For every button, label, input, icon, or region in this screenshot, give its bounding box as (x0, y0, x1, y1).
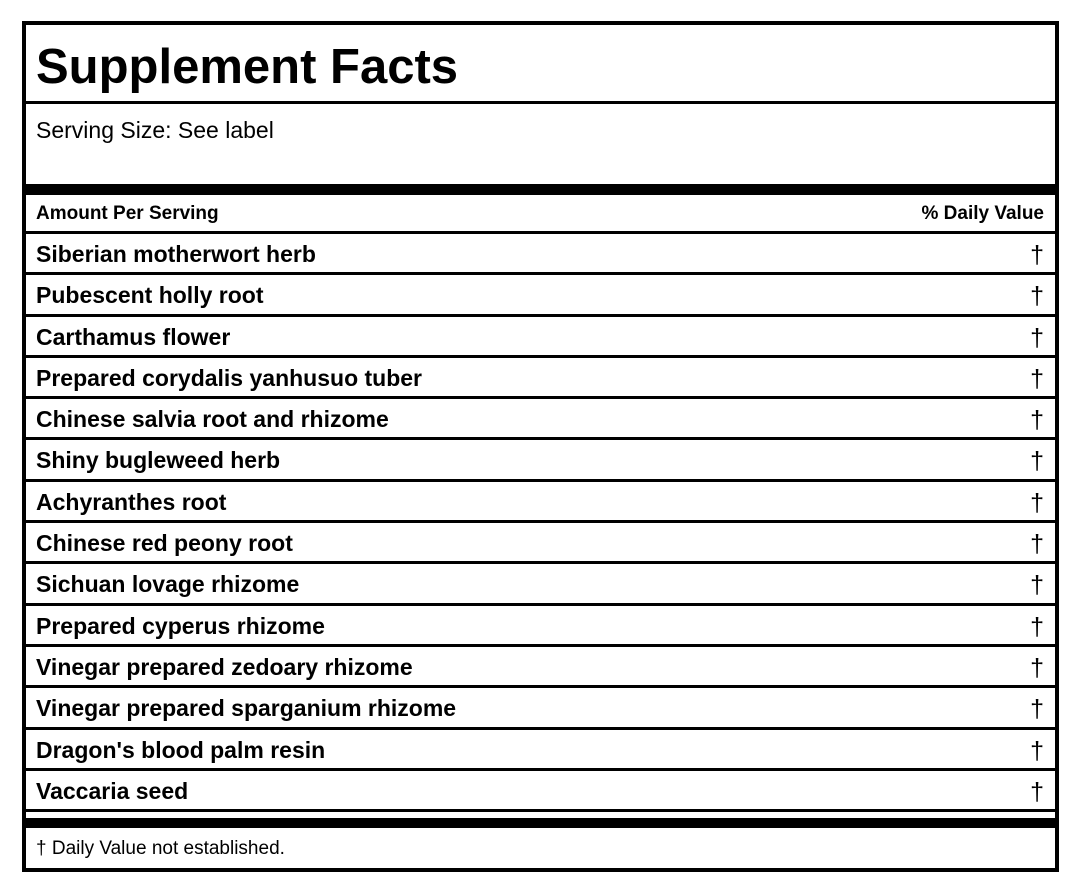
dagger-mark: † (1030, 736, 1044, 765)
ingredient-name: Vinegar prepared zedoary rhizome (36, 653, 413, 680)
dagger-mark: † (1030, 612, 1044, 641)
ingredient-name: Pubescent holly root (36, 282, 264, 309)
label-title: Supplement Facts (36, 40, 459, 94)
dagger-mark: † (1030, 447, 1044, 476)
ingredient-name: Vinegar prepared sparganium rhizome (36, 695, 457, 722)
dagger-mark: † (1030, 282, 1044, 311)
ingredient-row (26, 685, 1055, 726)
ingredient-row (26, 727, 1055, 768)
ingredient-row (26, 314, 1055, 355)
ingredient-name: Chinese salvia root and rhizome (36, 406, 389, 433)
thick-divider (26, 184, 1055, 195)
dagger-mark: † (1030, 323, 1044, 352)
dagger-mark: † (1030, 488, 1044, 517)
ingredient-row (26, 520, 1055, 561)
ingredient-name: Siberian motherwort herb (36, 241, 316, 267)
title-section (26, 25, 1055, 104)
dagger-mark: † (1030, 364, 1044, 393)
ingredient-row (26, 603, 1055, 644)
ingredient-name: Achyranthes root (36, 488, 227, 515)
ingredient-row (26, 396, 1055, 437)
ingredient-row (26, 479, 1055, 520)
footnote: † Daily Value not established. (36, 838, 285, 859)
ingredient-row (26, 561, 1055, 602)
dagger-mark: † (1030, 695, 1044, 724)
rows-end-divider (26, 809, 1055, 812)
ingredient-name: Vaccaria seed (36, 777, 189, 804)
serving-section (26, 104, 1055, 184)
dagger-mark: † (1030, 530, 1044, 559)
ingredient-name: Carthamus flower (36, 323, 231, 350)
dagger-mark: † (1030, 241, 1044, 269)
thick-divider-bottom (26, 818, 1055, 828)
ingredient-name: Chinese red peony root (36, 530, 293, 557)
ingredient-name: Dragon's blood palm resin (36, 736, 326, 763)
daily-value-header: % Daily Value (921, 203, 1044, 224)
dagger-mark: † (1030, 406, 1044, 435)
ingredient-row (26, 437, 1055, 478)
ingredient-name: Prepared corydalis yanhusuo tuber (36, 364, 423, 391)
ingredient-list (26, 231, 1055, 809)
ingredient-name: Shiny bugleweed herb (36, 447, 281, 474)
ingredient-row (26, 768, 1055, 809)
dagger-mark: † (1030, 777, 1044, 806)
ingredient-row (26, 355, 1055, 396)
dagger-mark: † (1030, 571, 1044, 600)
column-header (26, 195, 1055, 231)
dagger-mark: † (1030, 653, 1044, 682)
ingredient-name: Sichuan lovage rhizome (36, 571, 300, 598)
ingredient-row (26, 231, 1055, 272)
amount-per-serving-header: Amount Per Serving (36, 203, 219, 224)
ingredient-name: Prepared cyperus rhizome (36, 612, 325, 639)
ingredient-row (26, 644, 1055, 685)
serving-size: Serving Size: See label (36, 117, 274, 143)
supplement-facts-label (22, 21, 1059, 872)
ingredient-row (26, 272, 1055, 313)
